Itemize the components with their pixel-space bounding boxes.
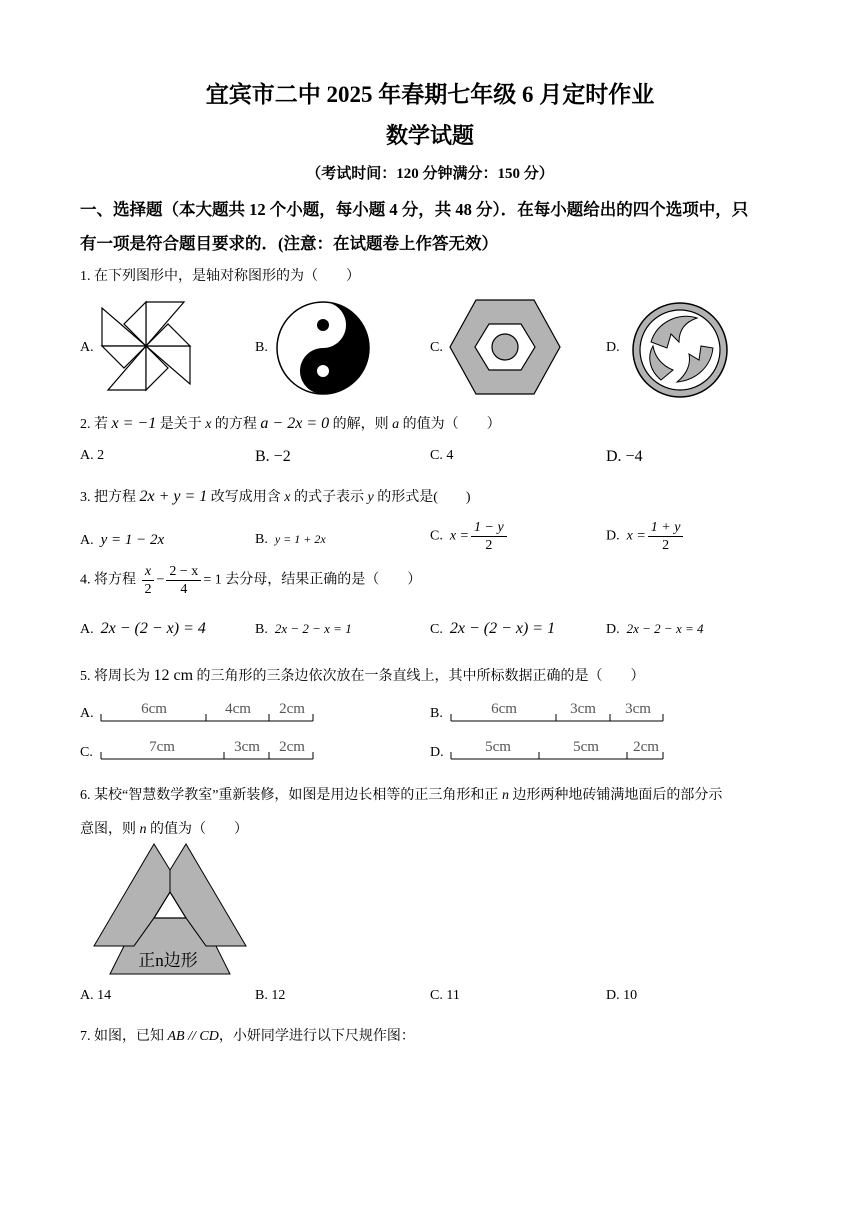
q5-option-c-segments	[98, 736, 318, 762]
question-2-stem: 2. 若 x = −1 是关于 x 的方程 a − 2x = 0 的解，则 a 的值为（ ）	[80, 415, 501, 432]
segment-label: 6cm	[141, 701, 167, 717]
q5-label-c: C.	[80, 745, 93, 760]
question-4-stem: 4. 将方程 $\frac{x}{2}$ − $\frac{2 - x}{4}$ = 1 去分母，结果正确的是（ ）	[80, 564, 422, 597]
question-3-stem: 3. 把方程 2x + y = 1 改写成用含 x 的式子表示 y 的形式是( )	[80, 488, 471, 505]
q5-option-a-segments	[98, 698, 318, 724]
question-6-stem-line1: 6. 某校“智慧数学教室”重新装修，如图是用边长相等的正三角形和正 n 边形两种地砖铺满地面后的部分示	[80, 788, 723, 803]
q4-option-c: C. 2x − (2 − x) = 1	[430, 620, 556, 637]
segment-label: 3cm	[234, 739, 260, 755]
segment-label: 6cm	[491, 701, 517, 717]
hex-nut-figure	[448, 298, 562, 396]
q2-option-d: D. −4	[606, 448, 643, 465]
q5-label-d: D.	[430, 745, 444, 760]
q5-label-b: B.	[430, 706, 443, 721]
q6-option-a: A. 14	[80, 988, 112, 1003]
q5-option-d-segments	[448, 736, 668, 762]
q1-label-b: B.	[255, 340, 268, 355]
circle-logo-figure	[627, 300, 733, 400]
segment-label: 3cm	[570, 701, 596, 717]
exam-title: 宜宾市二中 2025 年春期七年级 6 月定时作业	[205, 82, 655, 107]
q3-option-d: D. x = $\frac{1 + y}{2}$	[606, 519, 685, 554]
q2-option-a: A. 2	[80, 448, 105, 463]
q2-option-c: C. 4	[430, 448, 454, 463]
q4-option-a: A. 2x − (2 − x) = 4	[80, 620, 206, 637]
section-heading-line1: 一、选择题（本大题共 12 个小题，每小题 4 分，共 48 分）．在每小题给出的四个选项中，只	[80, 200, 749, 219]
segment-label: 3cm	[625, 701, 651, 717]
q6-option-b: B. 12	[255, 988, 286, 1003]
q5-option-b-segments	[448, 698, 668, 724]
q5-label-a: A.	[80, 706, 94, 721]
exam-subtitle: 数学试题	[385, 123, 474, 148]
q6-option-c: C. 11	[430, 988, 460, 1003]
segment-label: 2cm	[279, 701, 305, 717]
q1-label-a: A.	[80, 340, 94, 355]
q3-option-a: A. y = 1 − 2x	[80, 532, 165, 548]
tiling-figure	[92, 842, 248, 976]
q6-option-d: D. 10	[606, 988, 638, 1003]
section-heading-line2: 有一项是符合题目要求的．(注意：在试题卷上作答无效）	[80, 234, 498, 253]
yin-yang-figure	[274, 300, 372, 396]
q1-label-c: C.	[430, 340, 443, 355]
q3-option-c: C. x = $\frac{1 - y}{2}$	[430, 519, 509, 554]
question-6-stem-line2: 意图，则 n 的值为（ ）	[80, 822, 248, 837]
pinwheel-figure	[100, 300, 192, 392]
q3-option-b: B. y = 1 + 2x	[255, 532, 326, 547]
exam-info: （考试时间：120 分钟满分：150 分）	[306, 166, 554, 182]
segment-label: 2cm	[633, 739, 659, 755]
q4-option-d: D. 2x − 2 − x = 4	[606, 621, 704, 637]
q1-label-d: D.	[606, 340, 620, 355]
question-7-stem: 7. 如图，已知 AB // CD，小妍同学进行以下尺规作图：	[80, 1029, 415, 1044]
segment-label: 4cm	[225, 701, 251, 717]
segment-label: 5cm	[485, 739, 511, 755]
question-1-stem: 1. 在下列图形中，是轴对称图形的为（ ）	[80, 269, 360, 284]
question-5-stem: 5. 将周长为 12 cm 的三角形的三条边依次放在一条直线上，其中所标数据正确的是（ ）	[80, 667, 645, 684]
q4-option-b: B. 2x − 2 − x = 1	[255, 621, 352, 637]
segment-label: 2cm	[279, 739, 305, 755]
q2-option-b: B. −2	[255, 448, 291, 465]
segment-label: 5cm	[573, 739, 599, 755]
tiling-figure-label: 正n边形	[138, 951, 198, 970]
segment-label: 7cm	[149, 739, 175, 755]
